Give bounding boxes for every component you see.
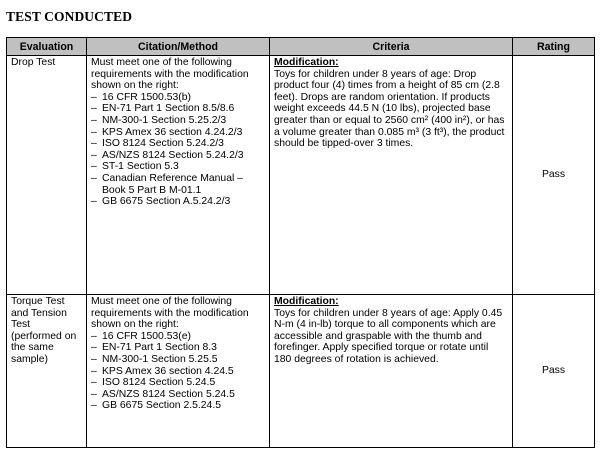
page-heading: TEST CONDUCTED — [6, 9, 133, 24]
citation-intro: Must meet one of the following requirements with the modification shown on the right: — [91, 57, 249, 92]
citation-item-text: GB 6675 Section A.5.24.2/3 — [102, 196, 231, 208]
table-row — [7, 56, 595, 295]
citation-item — [91, 377, 265, 389]
column-header-rating: Rating — [513, 38, 595, 56]
citation-item-text: Canadian Reference Manual – Book 5 Part B M-01.1 — [102, 172, 243, 196]
dash-bullet: – — [91, 161, 97, 173]
citation-item — [91, 354, 265, 366]
citation-item — [91, 331, 265, 343]
citation-item — [91, 115, 265, 127]
dash-bullet: – — [91, 342, 97, 354]
criteria-title: Modification: — [274, 57, 339, 68]
citation-item — [91, 400, 265, 412]
column-header-criteria: Criteria — [270, 38, 513, 56]
citation-cell — [87, 56, 270, 295]
citation-item-text: EN-71 Part 1 Section 8.5/8.6 — [102, 103, 235, 115]
table-header-row — [7, 38, 595, 56]
rating-cell: Pass — [513, 295, 595, 448]
column-header-citation: Citation/Method — [87, 38, 270, 56]
column-header-evaluation: Evaluation — [7, 38, 87, 56]
dash-bullet: – — [91, 138, 97, 150]
citation-list — [91, 331, 265, 412]
citation-item-text: EN-71 Part 1 Section 8.3 — [102, 342, 217, 354]
citation-item-text: NM-300-1 Section 5.25.2/3 — [102, 114, 227, 126]
citation-intro: Must meet one of the following requirements with the modification shown on the right: — [91, 296, 249, 331]
dash-bullet: – — [91, 103, 97, 115]
criteria-text: Toys for children under 8 years of age: Drop product four (4) times from a height of 85 cm (2.8 feet). Drops are random orientation. If products weight exceeds 44.5 N (10 lbs), projected base greater than or equal to 2560 cm² (400 in²), or has a volume greater than 0.085 m³ (3 ft³), the product should be tipped-over 3 times. — [274, 68, 505, 150]
citation-item-text: AS/NZS 8124 Section 5.24.2/3 — [102, 149, 244, 161]
citation-item — [91, 150, 265, 162]
test-results-table — [6, 37, 595, 448]
citation-item — [91, 127, 265, 139]
dash-bullet: – — [91, 126, 97, 138]
dash-bullet: – — [91, 114, 97, 126]
dash-bullet: – — [91, 149, 97, 161]
criteria-text: Toys for children under 8 years of age: Apply 0.45 N-m (4 in-lb) torque to all components which are accessible and graspable with the thumb and forefinger. Apply specified torque or rotate until 180 degrees of rotation is achieved. — [274, 307, 503, 365]
citation-list — [91, 92, 265, 208]
citation-item-text: NM-300-1 Section 5.25.5 — [102, 353, 218, 365]
dash-bullet: – — [91, 365, 97, 377]
dash-bullet: – — [91, 353, 97, 365]
criteria-cell — [270, 56, 513, 295]
dash-bullet: – — [91, 172, 97, 184]
dash-bullet: – — [91, 388, 97, 400]
dash-bullet: – — [91, 400, 97, 412]
evaluation-cell: Drop Test — [7, 56, 87, 295]
citation-item-text: 16 CFR 1500.53(b) — [102, 91, 191, 103]
citation-item — [91, 173, 265, 196]
citation-item — [91, 161, 265, 173]
evaluation-cell: Torque Test and Tension Test (performed on the same sample) — [7, 295, 87, 448]
citation-item — [91, 138, 265, 150]
citation-item-text: AS/NZS 8124 Section 5.24.5 — [102, 388, 235, 400]
citation-item — [91, 366, 265, 378]
citation-item-text: KPS Amex 36 section 4.24.2/3 — [102, 126, 243, 138]
citation-cell — [87, 295, 270, 448]
table-row — [7, 295, 595, 448]
citation-item-text: KPS Amex 36 section 4.24.5 — [102, 365, 234, 377]
citation-item-text: ISO 8124 Section 5.24.2/3 — [102, 138, 224, 150]
dash-bullet: – — [91, 196, 97, 208]
citation-item — [91, 196, 265, 208]
citation-item-text: ST-1 Section 5.3 — [102, 161, 179, 173]
citation-item-text: 16 CFR 1500.53(e) — [102, 330, 191, 342]
citation-item-text: GB 6675 Section 2.5.24.5 — [102, 400, 222, 412]
citation-item — [91, 389, 265, 401]
criteria-title: Modification: — [274, 296, 339, 307]
citation-item — [91, 342, 265, 354]
dash-bullet: – — [91, 330, 97, 342]
citation-item-text: ISO 8124 Section 5.24.5 — [102, 377, 216, 389]
criteria-cell — [270, 295, 513, 448]
rating-cell: Pass — [513, 56, 595, 295]
dash-bullet: – — [91, 91, 97, 103]
dash-bullet: – — [91, 377, 97, 389]
citation-item — [91, 92, 265, 104]
citation-item — [91, 103, 265, 115]
